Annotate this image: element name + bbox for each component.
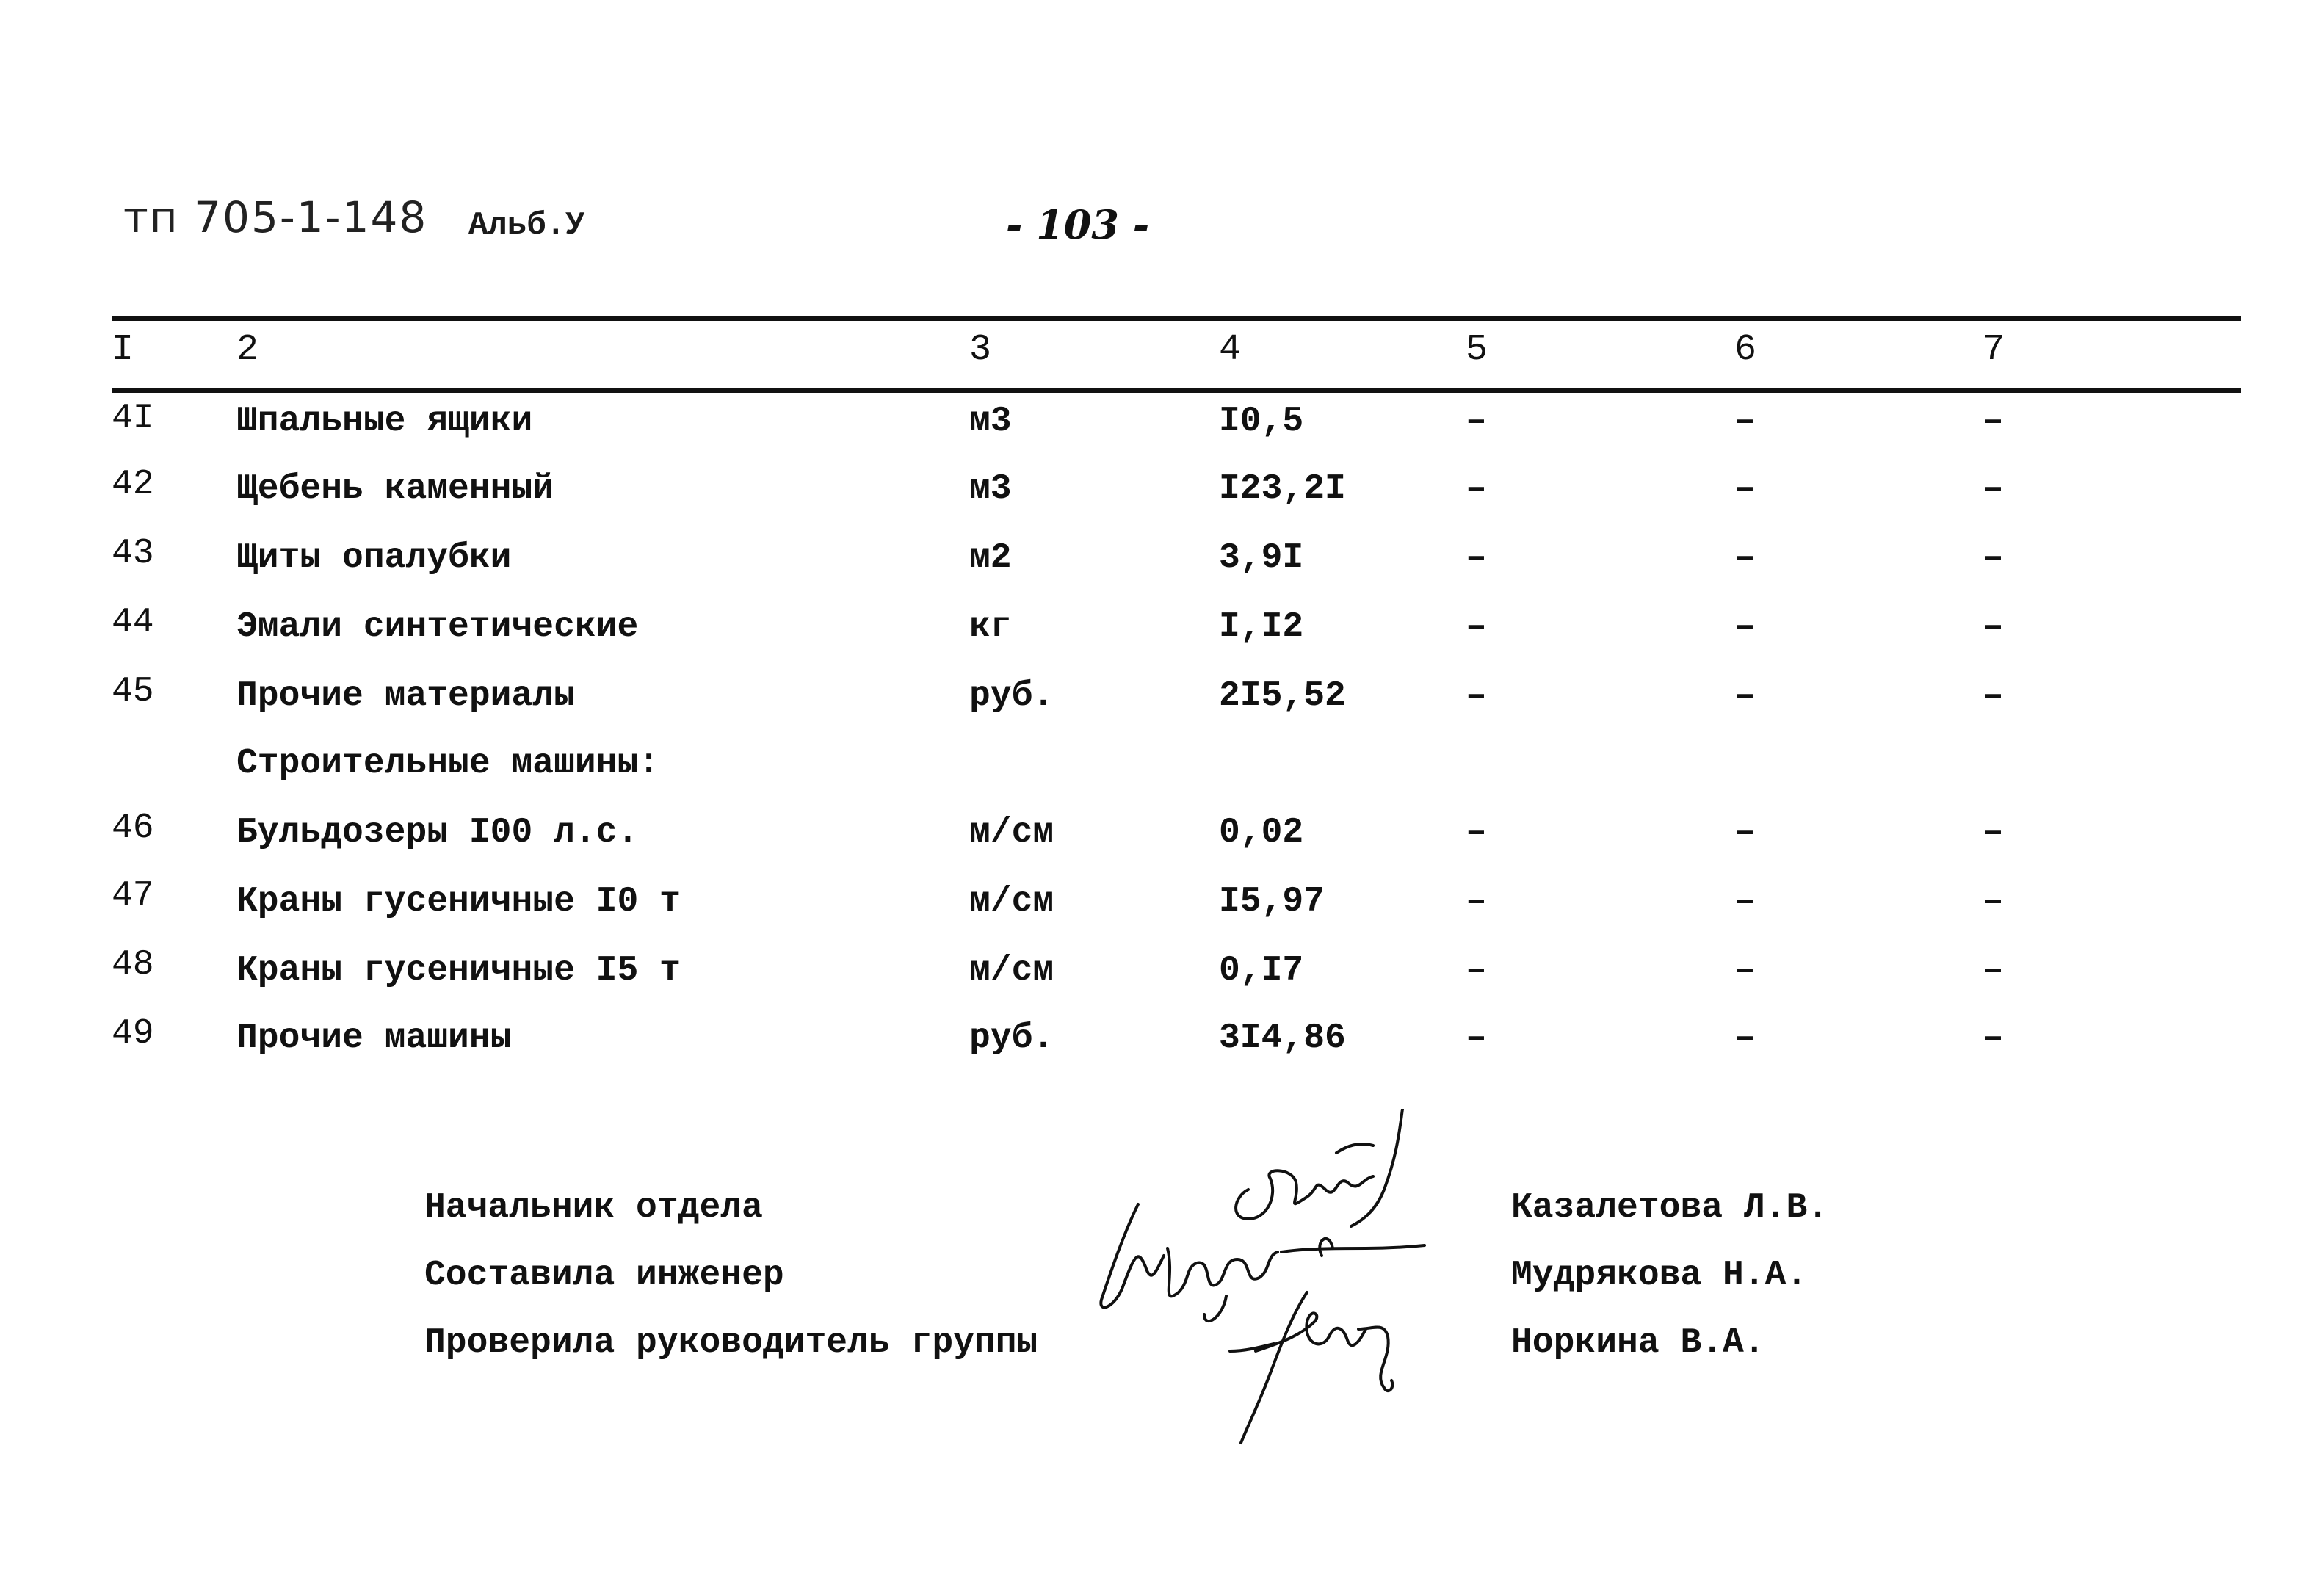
- dash-cell: –: [1466, 676, 1487, 716]
- dash-cell: –: [1466, 607, 1487, 647]
- signatory-role: Проверила руководитель группы: [424, 1323, 1038, 1363]
- column-header: I: [112, 329, 134, 371]
- column-header: 6: [1734, 329, 1757, 371]
- item-name: Шпальные ящики: [236, 402, 533, 441]
- quantity: I5,97: [1219, 882, 1325, 922]
- dash-cell: –: [1466, 402, 1487, 441]
- quantity: I,I2: [1219, 607, 1304, 647]
- row-number: 49: [112, 1014, 154, 1054]
- table-top-rule: [112, 316, 2241, 321]
- item-name: Щебень каменный: [236, 469, 554, 509]
- unit: кг: [969, 607, 1012, 647]
- column-header: 4: [1219, 329, 1242, 371]
- dash-cell: –: [1983, 469, 2004, 509]
- quantity: 3,9I: [1219, 538, 1304, 578]
- dash-cell: –: [1983, 676, 2004, 716]
- signatory-role: Начальник отдела: [424, 1188, 763, 1228]
- unit: м2: [969, 538, 1012, 578]
- handwritten-signatures: [1094, 1109, 1476, 1447]
- quantity: I23,2I: [1219, 469, 1346, 509]
- row-number: 47: [112, 876, 154, 916]
- section-heading: Строительные машины:: [236, 744, 660, 783]
- signatory-name: Мудрякова Н.А.: [1511, 1256, 1808, 1295]
- quantity: 3I4,86: [1219, 1018, 1346, 1058]
- unit: руб.: [969, 1018, 1054, 1058]
- dash-cell: –: [1983, 813, 2004, 853]
- dash-cell: –: [1466, 951, 1487, 991]
- item-name: Краны гусеничные I5 т: [236, 951, 681, 991]
- dash-cell: –: [1734, 813, 1756, 853]
- quantity: I0,5: [1219, 402, 1304, 441]
- unit: м/см: [969, 813, 1054, 853]
- item-name: Прочие машины: [236, 1018, 512, 1058]
- signatory-name: Норкина В.А.: [1511, 1323, 1765, 1363]
- signatory-name: Казалетова Л.В.: [1511, 1188, 1829, 1228]
- dash-cell: –: [1466, 813, 1487, 853]
- column-header: 7: [1983, 329, 2005, 371]
- dash-cell: –: [1734, 1018, 1756, 1058]
- dash-cell: –: [1734, 469, 1756, 509]
- item-name: Прочие материалы: [236, 676, 575, 716]
- item-name: Краны гусеничные I0 т: [236, 882, 681, 922]
- unit: м3: [969, 469, 1012, 509]
- column-header: 5: [1466, 329, 1488, 371]
- item-name: Бульдозеры I00 л.с.: [236, 813, 639, 853]
- page-number: - 103 -: [1006, 201, 1150, 248]
- row-number: 48: [112, 945, 154, 985]
- dash-cell: –: [1734, 538, 1756, 578]
- dash-cell: –: [1734, 951, 1756, 991]
- dash-cell: –: [1734, 402, 1756, 441]
- dash-cell: –: [1466, 538, 1487, 578]
- dash-cell: –: [1734, 607, 1756, 647]
- quantity: 0,I7: [1219, 951, 1304, 991]
- dash-cell: –: [1983, 951, 2004, 991]
- row-number: 4I: [112, 399, 154, 438]
- item-name: Щиты опалубки: [236, 538, 512, 578]
- dash-cell: –: [1983, 882, 2004, 922]
- row-number: 44: [112, 603, 154, 643]
- row-number: 43: [112, 534, 154, 573]
- table-header-rule: [112, 388, 2241, 393]
- signatory-role: Составила инженер: [424, 1256, 784, 1295]
- column-header: 2: [236, 329, 259, 371]
- dash-cell: –: [1466, 882, 1487, 922]
- item-name: Эмали синтетические: [236, 607, 639, 647]
- unit: м3: [969, 402, 1012, 441]
- row-number: 45: [112, 672, 154, 712]
- dash-cell: –: [1983, 607, 2004, 647]
- dash-cell: –: [1983, 402, 2004, 441]
- row-number: 42: [112, 465, 154, 504]
- row-number: 46: [112, 808, 154, 848]
- dash-cell: –: [1734, 676, 1756, 716]
- dash-cell: –: [1983, 538, 2004, 578]
- dash-cell: –: [1734, 882, 1756, 922]
- album-label: Альб.У: [468, 207, 585, 244]
- unit: м/см: [969, 882, 1054, 922]
- dash-cell: –: [1466, 1018, 1487, 1058]
- column-header: 3: [969, 329, 992, 371]
- quantity: 2I5,52: [1219, 676, 1346, 716]
- unit: руб.: [969, 676, 1054, 716]
- project-code: тп 705-1-148: [123, 192, 428, 242]
- unit: м/см: [969, 951, 1054, 991]
- dash-cell: –: [1466, 469, 1487, 509]
- quantity: 0,02: [1219, 813, 1304, 853]
- dash-cell: –: [1983, 1018, 2004, 1058]
